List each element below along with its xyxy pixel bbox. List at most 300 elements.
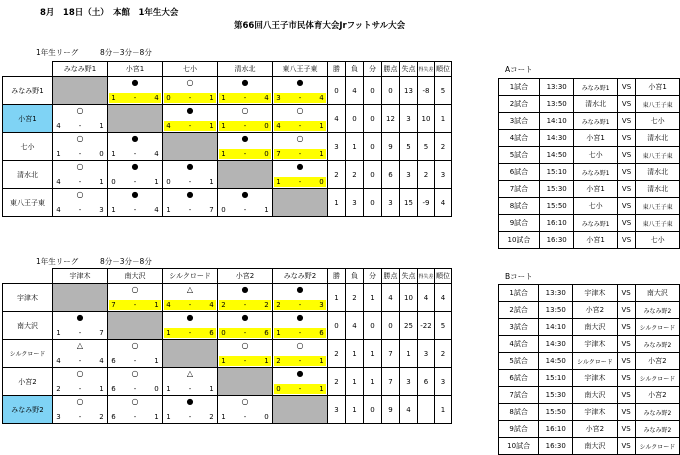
- result-cell: [53, 312, 108, 340]
- stat-cell: 7: [382, 368, 400, 396]
- stat-cell: 4: [435, 284, 452, 312]
- result-cell: [218, 396, 273, 424]
- score-for: 6: [111, 413, 116, 421]
- list-item: [499, 79, 680, 96]
- stat-cell: 3: [400, 368, 418, 396]
- score-against: 2: [99, 413, 104, 421]
- score-against: 0: [262, 121, 271, 131]
- match-vs: VS: [617, 285, 635, 302]
- table-row: [3, 340, 452, 368]
- result-cell: [53, 105, 108, 133]
- match-no: 5試合: [499, 353, 539, 370]
- score-for: 1: [274, 177, 283, 187]
- score-for: 1: [56, 150, 61, 158]
- stat-cell: 9: [382, 133, 400, 161]
- match-away: 東八王子東: [636, 198, 680, 215]
- stat-cell: 4: [382, 284, 400, 312]
- result-cell: [218, 189, 273, 217]
- score-for: 4: [164, 121, 173, 131]
- column-header-stat: 失点: [400, 62, 418, 77]
- column-header-stat: 順位: [435, 269, 452, 284]
- result-cell: [218, 133, 273, 161]
- table-row: [3, 396, 452, 424]
- stat-cell: 0: [346, 105, 364, 133]
- result-mark: ○: [76, 162, 84, 171]
- list-item: [499, 147, 680, 164]
- match-home: 宇津木: [573, 404, 617, 421]
- stat-cell: 7: [382, 340, 400, 368]
- stat-cell: -8: [418, 77, 435, 105]
- match-no: 6試合: [499, 164, 540, 181]
- score-separator: -: [298, 301, 302, 309]
- score-against: 1: [154, 178, 159, 186]
- match-vs: VS: [617, 198, 635, 215]
- match-time: 13:30: [539, 79, 574, 96]
- result-cell: [163, 77, 218, 105]
- match-no: 3試合: [499, 113, 540, 130]
- match-vs: VS: [617, 302, 635, 319]
- self-match-cell: [53, 284, 108, 312]
- result-cell: [273, 105, 328, 133]
- score-against: 1: [207, 121, 216, 131]
- score-against: 1: [154, 413, 159, 421]
- score-against: 6: [207, 328, 216, 338]
- stat-cell: 4: [346, 77, 364, 105]
- stat-cell: 1: [346, 396, 364, 424]
- result-cell: [53, 396, 108, 424]
- list-item: [499, 198, 680, 215]
- stat-cell: 4: [328, 105, 346, 133]
- stat-cell: 0: [364, 133, 382, 161]
- column-header-team: 東八王子東: [273, 62, 328, 77]
- stat-cell: 3: [382, 189, 400, 217]
- stat-cell: 25: [400, 312, 418, 340]
- result-mark: ○: [131, 341, 139, 350]
- score-for: 0: [164, 93, 173, 103]
- column-header-team: 七小: [163, 62, 218, 77]
- match-time: 14:30: [539, 130, 574, 147]
- match-away: シルクロード: [635, 438, 679, 455]
- stat-cell: 1: [346, 340, 364, 368]
- table-row: [3, 77, 452, 105]
- match-home: 小宮1: [574, 130, 617, 147]
- match-away: みなみ野2: [635, 302, 679, 319]
- stat-cell: 0: [364, 189, 382, 217]
- result-mark: ●: [296, 313, 304, 322]
- row-team-name: 七小: [3, 133, 53, 161]
- match-home: 宇津木: [573, 370, 617, 387]
- match-home: みなみ野1: [574, 113, 617, 130]
- score-for: 4: [274, 121, 283, 131]
- score-separator: -: [78, 206, 82, 214]
- list-item: [499, 404, 680, 421]
- result-cell: [273, 77, 328, 105]
- table-row: [3, 284, 452, 312]
- match-no: 10試合: [499, 438, 539, 455]
- score-for: 0: [166, 178, 171, 186]
- column-header-team: 小宮2: [218, 269, 273, 284]
- match-home: みなみ野1: [574, 79, 617, 96]
- match-no: 8試合: [499, 198, 540, 215]
- column-header-team: 南大沢: [108, 269, 163, 284]
- league-2-format: 8分－3分－8分: [100, 257, 152, 266]
- table-row: [3, 161, 452, 189]
- score-against: 1: [99, 385, 104, 393]
- score-against: 3: [99, 206, 104, 214]
- match-away: 東八王子東: [636, 215, 680, 232]
- score-separator: -: [133, 357, 137, 365]
- column-header-stat: 負: [346, 62, 364, 77]
- result-mark: ●: [131, 190, 139, 199]
- match-away: 小宮2: [635, 353, 679, 370]
- score-separator: -: [188, 206, 192, 214]
- stat-cell: 12: [382, 105, 400, 133]
- column-header-team: シルクロード: [163, 269, 218, 284]
- stat-cell: 1: [435, 396, 452, 424]
- score-against: 1: [209, 385, 214, 393]
- row-team-name: シルクロード: [3, 340, 53, 368]
- match-away: 七小: [636, 113, 680, 130]
- column-header-stat: 分: [364, 62, 382, 77]
- self-match-cell: [163, 133, 218, 161]
- list-item: [499, 336, 680, 353]
- stat-cell: 4: [400, 396, 418, 424]
- score-separator: -: [243, 94, 247, 102]
- score-against: 0: [264, 413, 269, 421]
- result-cell: [163, 368, 218, 396]
- list-item: [499, 164, 680, 181]
- match-home: 小宮2: [573, 302, 617, 319]
- stat-cell: 3: [328, 396, 346, 424]
- match-no: 1試合: [499, 79, 540, 96]
- event-date: 8月 18日（土） 本館 1年生大会: [40, 8, 179, 18]
- result-cell: [163, 161, 218, 189]
- list-item: [499, 370, 680, 387]
- list-item: [499, 353, 680, 370]
- score-for: 7: [109, 300, 118, 310]
- table-row: [3, 368, 452, 396]
- match-away: 小宮2: [635, 387, 679, 404]
- score-separator: -: [188, 178, 192, 186]
- match-home: 南大沢: [573, 319, 617, 336]
- row-team-name: 小宮2: [3, 368, 53, 396]
- result-cell: [108, 161, 163, 189]
- stat-cell: 0: [364, 396, 382, 424]
- list-item: [499, 438, 680, 455]
- score-against: 1: [264, 206, 269, 214]
- score-separator: -: [78, 357, 82, 365]
- score-separator: -: [133, 94, 137, 102]
- score-separator: -: [298, 122, 302, 130]
- score-separator: -: [133, 385, 137, 393]
- result-mark: ○: [241, 397, 249, 406]
- score-for: 2: [274, 300, 283, 310]
- score-separator: -: [133, 178, 137, 186]
- stat-cell: 1: [346, 133, 364, 161]
- score-against: 1: [152, 300, 161, 310]
- result-mark: △: [186, 369, 194, 378]
- stat-cell: 0: [364, 77, 382, 105]
- score-for: 1: [109, 93, 118, 103]
- result-mark: ●: [296, 162, 304, 171]
- score-separator: -: [243, 301, 247, 309]
- list-item: [499, 130, 680, 147]
- result-mark: ●: [241, 313, 249, 322]
- match-time: 14:10: [539, 319, 573, 336]
- score-against: 3: [317, 300, 326, 310]
- stat-cell: 2: [435, 340, 452, 368]
- column-header-stat: 勝点: [382, 269, 400, 284]
- result-mark: ●: [241, 78, 249, 87]
- stat-cell: 13: [400, 77, 418, 105]
- stat-cell: 1: [346, 368, 364, 396]
- result-mark: ●: [296, 78, 304, 87]
- result-mark: ●: [186, 106, 194, 115]
- match-time: 16:10: [539, 215, 574, 232]
- self-match-cell: [108, 312, 163, 340]
- match-home: みなみ野1: [574, 164, 617, 181]
- score-separator: -: [188, 329, 192, 337]
- result-mark: ●: [76, 313, 84, 322]
- match-no: 9試合: [499, 215, 540, 232]
- match-time: 15:30: [539, 387, 573, 404]
- result-mark: ○: [76, 134, 84, 143]
- score-for: 1: [219, 149, 228, 159]
- list-item: [499, 302, 680, 319]
- result-cell: [53, 368, 108, 396]
- stat-cell: 5: [435, 312, 452, 340]
- column-header-stat: 順位: [435, 62, 452, 77]
- score-against: 4: [154, 150, 159, 158]
- score-for: 1: [219, 93, 228, 103]
- table-row: [3, 133, 452, 161]
- score-separator: -: [243, 122, 247, 130]
- list-item: [499, 285, 680, 302]
- score-for: 1: [219, 121, 228, 131]
- score-against: 2: [209, 413, 214, 421]
- match-vs: VS: [617, 164, 635, 181]
- match-away: シルクロード: [635, 319, 679, 336]
- result-mark: ○: [296, 341, 304, 350]
- match-vs: VS: [617, 421, 635, 438]
- stat-cell: 3: [435, 161, 452, 189]
- match-vs: VS: [617, 113, 635, 130]
- corner-cell: [3, 62, 53, 77]
- stat-cell: 0: [364, 312, 382, 340]
- result-mark: ○: [241, 106, 249, 115]
- match-vs: VS: [617, 370, 635, 387]
- stat-cell: 2: [418, 161, 435, 189]
- result-cell: [273, 161, 328, 189]
- score-separator: -: [298, 329, 302, 337]
- self-match-cell: [273, 189, 328, 217]
- list-item: [499, 181, 680, 198]
- match-vs: VS: [617, 147, 635, 164]
- match-time: 13:30: [539, 285, 573, 302]
- row-team-name: みなみ野2: [3, 396, 53, 424]
- match-home: みなみ野1: [574, 215, 617, 232]
- stat-cell: 1: [328, 284, 346, 312]
- score-for: 4: [56, 357, 61, 365]
- match-home: 宇津木: [573, 285, 617, 302]
- match-no: 9試合: [499, 421, 539, 438]
- result-mark: ●: [241, 285, 249, 294]
- match-no: 4試合: [499, 336, 539, 353]
- score-against: 4: [207, 300, 216, 310]
- match-home: 清水北: [574, 96, 617, 113]
- match-time: 14:50: [539, 147, 574, 164]
- result-mark: ●: [296, 285, 304, 294]
- match-away: 清水北: [636, 164, 680, 181]
- list-item: [499, 96, 680, 113]
- score-for: 2: [219, 300, 228, 310]
- score-against: 4: [152, 93, 161, 103]
- score-separator: -: [298, 178, 302, 186]
- result-mark: ○: [241, 341, 249, 350]
- stat-cell: 1: [328, 189, 346, 217]
- table-row: [3, 105, 452, 133]
- score-against: 2: [262, 300, 271, 310]
- result-cell: [218, 105, 273, 133]
- list-item: [499, 319, 680, 336]
- match-no: 7試合: [499, 181, 540, 198]
- stat-cell: 0: [364, 105, 382, 133]
- result-mark: △: [186, 285, 194, 294]
- match-vs: VS: [617, 353, 635, 370]
- score-for: 1: [111, 206, 116, 214]
- match-vs: VS: [617, 79, 635, 96]
- stat-cell: 9: [382, 396, 400, 424]
- score-against: 1: [317, 384, 326, 394]
- stat-cell: 5: [435, 77, 452, 105]
- match-no: 3試合: [499, 319, 539, 336]
- result-cell: [218, 77, 273, 105]
- match-home: 南大沢: [573, 387, 617, 404]
- column-header-stat: 得失差: [418, 62, 435, 77]
- score-separator: -: [78, 122, 82, 130]
- score-separator: -: [133, 413, 137, 421]
- match-no: 5試合: [499, 147, 540, 164]
- match-away: 七小: [636, 232, 680, 249]
- self-match-cell: [108, 105, 163, 133]
- score-for: 1: [166, 413, 171, 421]
- result-cell: [108, 77, 163, 105]
- row-team-name: 南大沢: [3, 312, 53, 340]
- league-grid: [2, 268, 452, 424]
- match-schedule: [498, 78, 680, 249]
- corner-cell: [3, 269, 53, 284]
- row-team-name: 東八王子東: [3, 189, 53, 217]
- result-mark: ●: [241, 190, 249, 199]
- match-away: 南大沢: [635, 285, 679, 302]
- result-cell: [218, 284, 273, 312]
- match-away: シルクロード: [635, 370, 679, 387]
- score-separator: -: [78, 178, 82, 186]
- score-against: 1: [99, 122, 104, 130]
- score-against: 1: [317, 356, 326, 366]
- court-a-label: Aコート: [505, 65, 533, 74]
- stat-cell: 1: [364, 340, 382, 368]
- score-separator: -: [188, 122, 192, 130]
- league-1-format: 8分－3分－8分: [100, 48, 152, 57]
- match-time: 15:30: [539, 181, 574, 198]
- score-against: 1: [317, 121, 326, 131]
- match-vs: VS: [617, 232, 635, 249]
- match-no: 2試合: [499, 96, 540, 113]
- score-for: 4: [56, 206, 61, 214]
- result-mark: ○: [76, 397, 84, 406]
- score-separator: -: [298, 357, 302, 365]
- match-time: 14:30: [539, 336, 573, 353]
- stat-cell: 1: [400, 340, 418, 368]
- match-time: 15:10: [539, 370, 573, 387]
- result-mark: ○: [296, 134, 304, 143]
- match-vs: VS: [617, 319, 635, 336]
- score-against: 1: [317, 149, 326, 159]
- score-for: 3: [56, 413, 61, 421]
- score-separator: -: [243, 206, 247, 214]
- league-grid: [2, 61, 452, 217]
- result-cell: [163, 105, 218, 133]
- score-separator: -: [78, 150, 82, 158]
- score-separator: -: [78, 413, 82, 421]
- result-cell: [218, 312, 273, 340]
- match-vs: VS: [617, 215, 635, 232]
- score-for: 1: [219, 356, 228, 366]
- result-mark: ○: [131, 285, 139, 294]
- match-no: 1試合: [499, 285, 539, 302]
- match-time: 15:50: [539, 198, 574, 215]
- stat-cell: 1: [435, 105, 452, 133]
- match-away: みなみ野2: [635, 421, 679, 438]
- score-for: 7: [274, 149, 283, 159]
- match-time: 15:50: [539, 404, 573, 421]
- score-for: 1: [56, 329, 61, 337]
- match-time: 16:30: [539, 438, 573, 455]
- result-mark: ●: [296, 369, 304, 378]
- match-away: 小宮1: [636, 79, 680, 96]
- result-mark: ○: [296, 106, 304, 115]
- result-cell: [273, 340, 328, 368]
- result-cell: [108, 368, 163, 396]
- score-against: 6: [262, 328, 271, 338]
- score-separator: -: [188, 385, 192, 393]
- result-cell: [53, 340, 108, 368]
- score-separator: -: [298, 150, 302, 158]
- league-1-label: 1年生リーグ: [36, 48, 79, 57]
- score-for: 3: [274, 93, 283, 103]
- score-separator: -: [133, 301, 137, 309]
- result-mark: ●: [131, 162, 139, 171]
- score-separator: -: [243, 150, 247, 158]
- list-item: [499, 421, 680, 438]
- match-home: 南大沢: [573, 438, 617, 455]
- league-2-label: 1年生リーグ: [36, 257, 79, 266]
- column-header-team: みなみ野2: [273, 269, 328, 284]
- score-for: 4: [56, 178, 61, 186]
- result-mark: ●: [186, 313, 194, 322]
- match-no: 8試合: [499, 404, 539, 421]
- result-mark: ●: [186, 190, 194, 199]
- stat-cell: 0: [364, 161, 382, 189]
- result-cell: [53, 189, 108, 217]
- stat-cell: 3: [400, 105, 418, 133]
- stat-cell: 0: [382, 77, 400, 105]
- stat-cell: 4: [418, 284, 435, 312]
- score-separator: -: [243, 413, 247, 421]
- score-separator: -: [188, 94, 192, 102]
- stat-cell: 2: [435, 133, 452, 161]
